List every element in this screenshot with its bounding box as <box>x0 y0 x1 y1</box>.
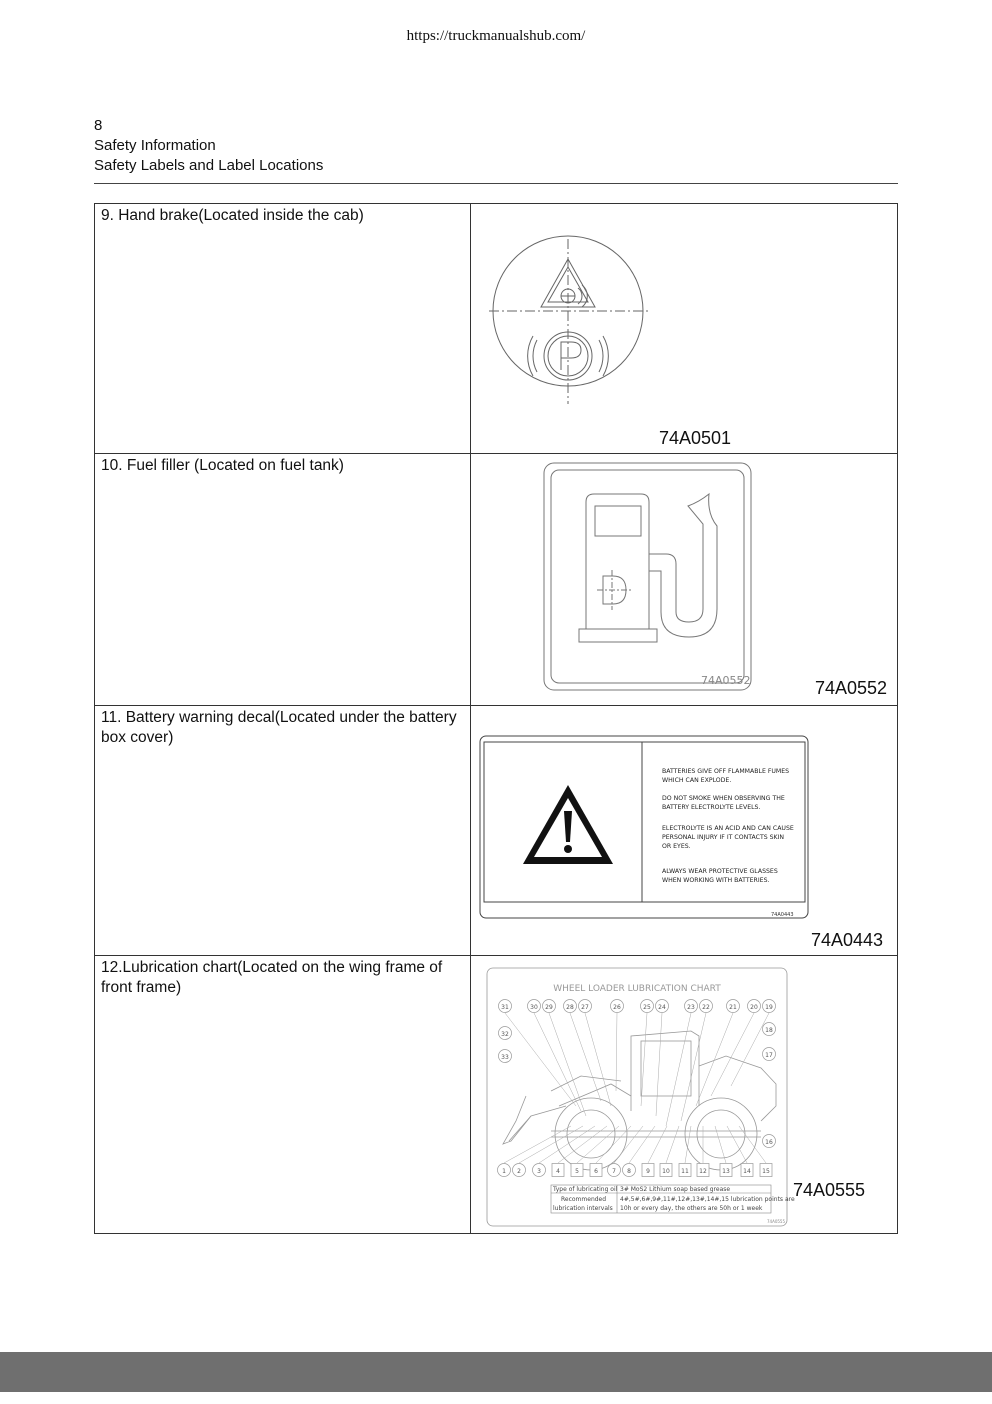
label-image-cell <box>471 454 898 706</box>
leader-line <box>519 1126 583 1163</box>
svg-text:29: 29 <box>545 1004 553 1011</box>
battery-warning-decal <box>471 706 911 956</box>
svg-text:13: 13 <box>722 1168 730 1175</box>
table-row <box>95 454 898 706</box>
svg-text:30: 30 <box>530 1004 538 1011</box>
label-description: 9. Hand brake(Located inside the cab) <box>95 204 471 454</box>
lube-point-callout <box>590 1164 602 1177</box>
table-row <box>95 956 898 1234</box>
label-image-cell <box>471 204 898 454</box>
label-description: 12.Lubrication chart(Located on the wing frame of front frame) <box>95 956 471 1234</box>
label-image-cell <box>471 956 898 1234</box>
svg-text:7: 7 <box>612 1168 616 1175</box>
lube-point-callout <box>579 1000 592 1013</box>
svg-text:33: 33 <box>501 1054 509 1061</box>
leader-line <box>666 1126 679 1163</box>
lube-table-value: 10h or every day, the others are 50h or 1 week <box>620 1205 763 1212</box>
small-code: 74A0552 <box>701 674 751 687</box>
svg-text:27: 27 <box>581 1004 589 1011</box>
lube-point-callout <box>543 1000 556 1013</box>
hand-brake-symbol <box>471 204 911 454</box>
lube-table-label: lubrication intervals <box>553 1205 613 1212</box>
svg-text:18: 18 <box>765 1027 773 1034</box>
svg-text:32: 32 <box>501 1031 509 1038</box>
lube-point-callout <box>499 1000 512 1013</box>
subsection-title: Safety Labels and Label Locations <box>94 157 324 174</box>
svg-text:16: 16 <box>765 1139 773 1146</box>
lube-point-callout <box>656 1000 669 1013</box>
table-row <box>95 204 898 454</box>
lube-point-callout <box>571 1164 583 1177</box>
svg-text:20: 20 <box>750 1004 758 1011</box>
svg-text:19: 19 <box>765 1004 773 1011</box>
leader-line <box>681 1013 706 1121</box>
svg-text:31: 31 <box>501 1004 509 1011</box>
lube-point-callout <box>499 1027 512 1040</box>
lube-point-callout <box>700 1000 713 1013</box>
svg-text:17: 17 <box>765 1052 773 1059</box>
lube-point-callout <box>720 1164 732 1177</box>
decal-line: BATTERY ELECTROLYTE LEVELS. <box>662 804 761 811</box>
lube-point-callout <box>528 1000 541 1013</box>
wheel-loader-diagram <box>555 1098 627 1170</box>
decal-line: WHICH CAN EXPLODE. <box>662 777 732 784</box>
label-image-cell <box>471 706 898 956</box>
lube-point-callout <box>608 1164 621 1177</box>
footer-bar <box>0 1352 992 1392</box>
lube-point-callout <box>611 1000 624 1013</box>
page-header <box>94 116 323 176</box>
decal-line: OR EYES. <box>662 843 691 850</box>
lube-table-value: 3# MoS2 Lithium soap based grease <box>620 1186 731 1193</box>
label-description: 11. Battery warning decal(Located under the battery box cover) <box>95 706 471 956</box>
leader-line <box>504 1126 571 1163</box>
warning-triangle-icon <box>523 785 613 864</box>
leader-line <box>731 1013 769 1086</box>
label-description: 10. Fuel filler (Located on fuel tank) <box>95 454 471 706</box>
svg-text:2: 2 <box>517 1168 521 1175</box>
svg-text:1: 1 <box>502 1168 506 1175</box>
lube-point-callout <box>763 1048 776 1061</box>
small-code: 74A0555 <box>767 1219 786 1224</box>
svg-text:6: 6 <box>594 1168 598 1175</box>
svg-text:21: 21 <box>729 1004 737 1011</box>
lube-point-callout <box>660 1164 672 1177</box>
svg-text:25: 25 <box>643 1004 651 1011</box>
lube-table-value: 4#,5#,6#,9#,11#,12#,13#,14#,15 lubrication points are <box>620 1196 795 1203</box>
page-number: 8 <box>94 117 103 134</box>
leader-line <box>549 1013 586 1116</box>
decal-line: WHEN WORKING WITH BATTERIES. <box>662 877 770 884</box>
header-divider <box>94 183 898 184</box>
lube-point-callout <box>533 1164 546 1177</box>
svg-text:22: 22 <box>702 1004 710 1011</box>
decal-line: PERSONAL INJURY IF IT CONTACTS SKIN <box>662 834 785 841</box>
safety-labels-table <box>94 203 898 1234</box>
svg-text:12: 12 <box>699 1168 707 1175</box>
leader-line <box>666 1013 691 1126</box>
source-url[interactable]: https://truckmanualshub.com/ <box>406 28 586 44</box>
lube-point-callout <box>498 1164 511 1177</box>
leader-line <box>570 1013 601 1101</box>
lube-point-callout <box>642 1164 654 1177</box>
svg-text:24: 24 <box>658 1004 666 1011</box>
lube-point-callout <box>748 1000 761 1013</box>
svg-text:8: 8 <box>627 1168 631 1175</box>
chart-title: WHEEL LOADER LUBRICATION CHART <box>553 984 721 994</box>
lube-point-callout <box>763 1000 776 1013</box>
lube-point-callout <box>760 1164 772 1177</box>
lube-point-callout <box>641 1000 654 1013</box>
lube-point-callout <box>564 1000 577 1013</box>
leader-line <box>641 1013 647 1106</box>
leader-line <box>685 1126 691 1163</box>
leader-line <box>616 1013 617 1091</box>
lube-table-label: Recommended <box>561 1196 607 1203</box>
small-code: 74A0443 <box>771 912 794 918</box>
leader-line <box>656 1013 662 1116</box>
lube-point-callout <box>697 1164 709 1177</box>
decal-line: BATTERIES GIVE OFF FLAMMABLE FUMES <box>662 768 790 775</box>
leader-line <box>534 1013 581 1111</box>
lube-table-label: Type of lubricating oil <box>553 1186 618 1193</box>
decal-line: ALWAYS WEAR PROTECTIVE GLASSES <box>662 868 778 875</box>
table-row <box>95 706 898 956</box>
svg-text:10: 10 <box>662 1168 670 1175</box>
lube-point-callout <box>685 1000 698 1013</box>
svg-text:9: 9 <box>646 1168 650 1175</box>
svg-text:4: 4 <box>556 1168 560 1175</box>
fuel-pump-symbol <box>471 454 911 706</box>
lube-point-callout <box>763 1023 776 1036</box>
label-code: 74A0552 <box>815 678 888 698</box>
svg-text:23: 23 <box>687 1004 695 1011</box>
leader-line <box>614 1126 643 1163</box>
decal-line: DO NOT SMOKE WHEN OBSERVING THE <box>662 795 785 802</box>
lube-point-callout <box>727 1000 740 1013</box>
section-title: Safety Information <box>94 137 216 154</box>
lube-point-callout <box>513 1164 526 1177</box>
lube-point-callout <box>552 1164 564 1177</box>
lube-point-callout <box>741 1164 753 1177</box>
label-code: 74A0443 <box>811 930 884 950</box>
leader-line <box>739 1126 766 1163</box>
lube-point-callout <box>763 1135 776 1148</box>
leader-line <box>727 1126 747 1163</box>
svg-text:11: 11 <box>681 1168 689 1175</box>
svg-text:14: 14 <box>743 1168 751 1175</box>
svg-text:5: 5 <box>575 1168 579 1175</box>
lube-point-callout <box>679 1164 691 1177</box>
svg-text:28: 28 <box>566 1004 574 1011</box>
label-code: 74A0501 <box>659 428 732 448</box>
leader-line <box>696 1013 733 1106</box>
svg-text:26: 26 <box>613 1004 621 1011</box>
decal-line: ELECTROLYTE IS AN ACID AND CAN CAUSE <box>662 825 794 832</box>
svg-text:15: 15 <box>762 1168 770 1175</box>
lube-point-callout <box>623 1164 636 1177</box>
lube-point-callout <box>499 1050 512 1063</box>
label-code: 74A0555 <box>793 1180 866 1200</box>
leader-line <box>558 1126 607 1163</box>
svg-text:3: 3 <box>537 1168 541 1175</box>
